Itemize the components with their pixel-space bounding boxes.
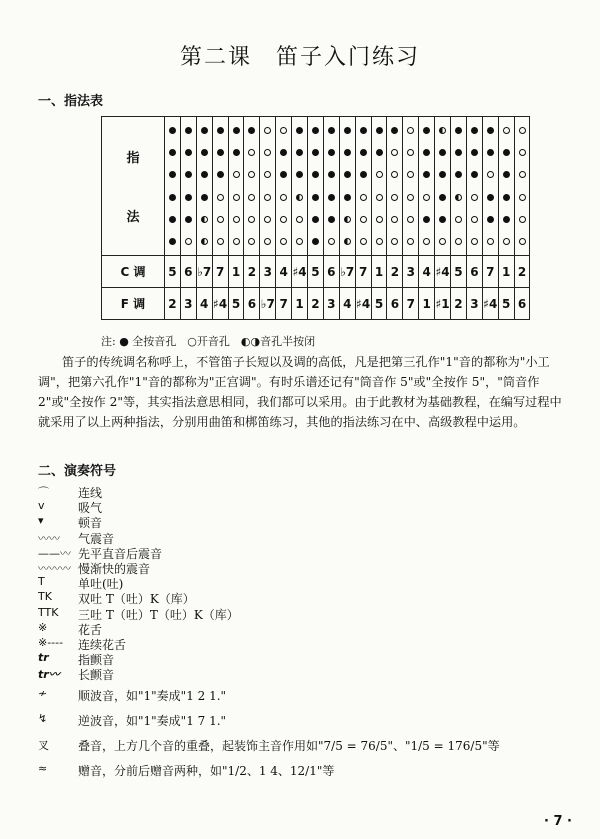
closed-hole-icon	[439, 216, 446, 223]
hole-column	[228, 117, 244, 256]
hole-column	[498, 117, 514, 256]
half-hole-icon	[344, 216, 351, 223]
open-hole-icon	[248, 238, 255, 245]
open-hole-icon	[407, 149, 414, 156]
section-heading-fingering: 一、指法表	[38, 94, 104, 109]
closed-hole-icon	[169, 149, 176, 156]
c-note: 6	[180, 256, 196, 288]
open-hole-icon	[407, 238, 414, 245]
symbol-description: 顺波音，如"1"奏成"1 2 1."	[78, 689, 227, 704]
c-note: 6	[323, 256, 339, 288]
open-hole-icon	[519, 149, 526, 156]
half-hole-icon	[201, 238, 208, 245]
symbol-glyph: 叉	[38, 739, 49, 753]
c-note: 7	[482, 256, 498, 288]
symbol-description: 指颤音	[78, 653, 115, 668]
open-hole-icon	[376, 171, 383, 178]
closed-hole-icon	[296, 149, 303, 156]
closed-hole-icon	[169, 171, 176, 178]
open-hole-icon	[423, 194, 430, 201]
symbol-item	[38, 560, 578, 575]
open-hole-icon	[391, 194, 398, 201]
closed-hole-icon	[439, 194, 446, 201]
open-hole-icon	[407, 127, 414, 134]
closed-hole-icon	[360, 171, 367, 178]
fingering-label-cell	[102, 117, 165, 256]
f-note: 4	[339, 288, 355, 320]
open-hole-icon	[376, 216, 383, 223]
f-note: 3	[323, 288, 339, 320]
c-note: 3	[260, 256, 276, 288]
page-number: · 7 ·	[544, 814, 572, 829]
closed-hole-icon	[455, 149, 462, 156]
closed-hole-icon	[185, 216, 192, 223]
closed-hole-icon	[169, 238, 176, 245]
open-hole-icon	[407, 171, 414, 178]
hole-column	[387, 117, 403, 256]
closed-hole-icon	[503, 216, 510, 223]
symbol-description: 双吐 T（吐）K（库）	[78, 592, 195, 607]
open-hole-icon	[471, 216, 478, 223]
open-hole-icon	[423, 238, 430, 245]
f-note: 6	[514, 288, 530, 320]
closed-hole-icon	[201, 171, 208, 178]
fingering-table	[101, 116, 530, 320]
c-note: 4	[419, 256, 435, 288]
symbol-description: 赠音，分前后赠音两种，如"1/2、1 4、12/1"等	[78, 764, 335, 779]
f-note: ♭7	[260, 288, 276, 320]
open-hole-icon	[407, 194, 414, 201]
open-hole-icon	[487, 171, 494, 178]
open-hole-icon	[185, 238, 192, 245]
symbol-item	[38, 484, 578, 499]
symbol-glyph: 〰〰〰	[38, 561, 71, 575]
closed-hole-icon	[503, 171, 510, 178]
open-hole-icon	[487, 238, 494, 245]
closed-hole-icon	[217, 127, 224, 134]
symbol-glyph: TTK	[38, 605, 59, 619]
f-note: 7	[276, 288, 292, 320]
hole-column	[196, 117, 212, 256]
open-hole-icon	[280, 127, 287, 134]
closed-hole-icon	[201, 127, 208, 134]
hole-row	[102, 117, 530, 256]
open-hole-icon	[503, 238, 510, 245]
half-hole-icon	[344, 238, 351, 245]
closed-hole-icon	[312, 149, 319, 156]
closed-hole-icon	[169, 194, 176, 201]
open-hole-icon	[233, 216, 240, 223]
symbol-item	[38, 681, 578, 706]
open-hole-icon	[519, 171, 526, 178]
closed-hole-icon	[423, 127, 430, 134]
open-hole-icon	[519, 238, 526, 245]
symbol-item	[38, 651, 578, 666]
c-key-row	[102, 256, 530, 288]
symbol-description: 单吐(吐)	[78, 577, 124, 592]
hole-column	[435, 117, 451, 256]
closed-hole-icon	[487, 194, 494, 201]
closed-hole-icon	[423, 216, 430, 223]
closed-hole-icon	[185, 149, 192, 156]
symbol-description: 逆波音，如"1"奏成"1 7 1."	[78, 714, 227, 729]
closed-hole-icon	[455, 171, 462, 178]
open-hole-icon	[391, 216, 398, 223]
symbol-description: 顿音	[78, 516, 103, 531]
symbol-glyph: ⌒	[38, 486, 49, 499]
hole-column	[292, 117, 308, 256]
symbol-description: 长颤音	[78, 668, 115, 683]
open-hole-icon	[264, 216, 271, 223]
c-note: 3	[403, 256, 419, 288]
f-note: 5	[498, 288, 514, 320]
hole-column	[165, 117, 181, 256]
open-hole-icon	[280, 216, 287, 223]
closed-hole-icon	[248, 127, 255, 134]
symbol-description: 连续花舌	[78, 637, 127, 652]
c-note: 7	[212, 256, 228, 288]
hole-column	[308, 117, 324, 256]
body-paragraph: 笛子的传统调名称呼上，不管笛子长短以及调的高低，凡是把第三孔作"1"音的都称为"小工调"，把第六孔作"1"音的都称为"正宫调"。有时乐谱还记有"筒音作 5"或"全按作 5"，"筒音作 2"或"全按作 2"等，其实指法意思相同，我们都可以采用。由于此教材为基础教程，在编写过程中就采用了以上两种指法，分别用曲笛和梆笛练习，其他的指法练习在中、高级教程中运用。	[38, 355, 562, 429]
f-key-label: F 调	[102, 288, 165, 320]
closed-hole-icon	[312, 194, 319, 201]
hole-column	[212, 117, 228, 256]
symbol-glyph: ≈	[38, 762, 48, 776]
closed-hole-icon	[360, 127, 367, 134]
hole-column	[371, 117, 387, 256]
closed-hole-icon	[217, 171, 224, 178]
f-note: ♯1	[435, 288, 451, 320]
closed-hole-icon	[312, 171, 319, 178]
c-note: 1	[371, 256, 387, 288]
closed-hole-icon	[169, 216, 176, 223]
open-hole-icon	[519, 216, 526, 223]
closed-hole-icon	[185, 171, 192, 178]
c-note: ♯4	[435, 256, 451, 288]
f-note: ♯4	[355, 288, 371, 320]
c-note: 1	[228, 256, 244, 288]
closed-hole-icon	[439, 171, 446, 178]
symbol-glyph: v	[38, 499, 45, 513]
closed-hole-icon	[471, 149, 478, 156]
open-hole-icon	[296, 238, 303, 245]
closed-hole-icon	[185, 194, 192, 201]
open-hole-icon	[264, 127, 271, 134]
open-hole-icon	[519, 194, 526, 201]
half-hole-icon	[201, 216, 208, 223]
closed-hole-icon	[344, 149, 351, 156]
c-note: ♯4	[292, 256, 308, 288]
open-hole-icon	[471, 238, 478, 245]
hole-column	[355, 117, 371, 256]
f-note: 2	[451, 288, 467, 320]
open-hole-icon	[391, 171, 398, 178]
f-note: 3	[466, 288, 482, 320]
closed-hole-icon	[328, 171, 335, 178]
closed-hole-icon	[169, 127, 176, 134]
symbol-glyph: TK	[38, 590, 52, 604]
symbol-item	[38, 545, 578, 560]
open-hole-icon	[248, 171, 255, 178]
symbol-item	[38, 575, 578, 590]
hole-column	[260, 117, 276, 256]
closed-hole-icon	[503, 149, 510, 156]
symbol-glyph: T	[38, 575, 45, 589]
open-hole-icon	[471, 194, 478, 201]
closed-hole-icon	[423, 149, 430, 156]
closed-hole-icon	[312, 127, 319, 134]
open-hole-icon	[233, 194, 240, 201]
closed-hole-icon	[233, 149, 240, 156]
closed-hole-icon	[376, 149, 383, 156]
symbol-glyph: ——〰	[38, 546, 71, 560]
c-note: ♭7	[196, 256, 212, 288]
symbol-description: 连线	[78, 486, 103, 500]
open-hole-icon	[248, 149, 255, 156]
open-hole-icon	[439, 238, 446, 245]
half-hole-icon	[439, 127, 446, 134]
open-hole-icon	[376, 194, 383, 201]
open-hole-icon	[360, 216, 367, 223]
hole-column	[244, 117, 260, 256]
symbol-glyph: ↯	[38, 712, 48, 726]
open-hole-icon	[264, 194, 271, 201]
c-note: 5	[308, 256, 324, 288]
c-key-label: C 调	[102, 256, 165, 288]
f-note: 7	[403, 288, 419, 320]
closed-hole-icon	[185, 127, 192, 134]
open-hole-icon	[328, 238, 335, 245]
c-note: 2	[387, 256, 403, 288]
c-note: 2	[244, 256, 260, 288]
closed-hole-icon	[471, 127, 478, 134]
symbol-item	[38, 499, 578, 514]
closed-hole-icon	[280, 171, 287, 178]
symbol-description: 吸气	[78, 501, 103, 516]
symbol-description: 慢渐快的震音	[78, 561, 151, 576]
c-note: 5	[451, 256, 467, 288]
closed-hole-icon	[328, 194, 335, 201]
hole-column	[323, 117, 339, 256]
hole-column	[180, 117, 196, 256]
closed-hole-icon	[487, 216, 494, 223]
open-hole-icon	[455, 238, 462, 245]
closed-hole-icon	[360, 149, 367, 156]
open-hole-icon	[264, 171, 271, 178]
open-hole-icon	[248, 194, 255, 201]
f-note: 5	[371, 288, 387, 320]
open-hole-icon	[376, 238, 383, 245]
symbol-item	[38, 606, 578, 621]
symbol-item	[38, 514, 578, 529]
symbol-description: 花舌	[78, 622, 103, 637]
closed-hole-icon	[201, 194, 208, 201]
open-hole-icon	[248, 216, 255, 223]
closed-hole-icon	[344, 194, 351, 201]
symbol-glyph: 〰〰	[38, 531, 60, 545]
page-title: 第二课 笛子入门练习	[179, 45, 420, 70]
open-hole-icon	[503, 127, 510, 134]
open-hole-icon	[391, 149, 398, 156]
closed-hole-icon	[280, 149, 287, 156]
f-note: ♯4	[212, 288, 228, 320]
legend-note: 注: ● 全按音孔 ○开音孔 ◐◑音孔半按闭	[101, 335, 316, 348]
closed-hole-icon	[201, 149, 208, 156]
closed-hole-icon	[296, 127, 303, 134]
open-hole-icon	[407, 216, 414, 223]
closed-hole-icon	[439, 149, 446, 156]
symbol-item	[38, 666, 578, 681]
closed-hole-icon	[503, 194, 510, 201]
c-note: 5	[165, 256, 181, 288]
closed-hole-icon	[296, 171, 303, 178]
open-hole-icon	[455, 216, 462, 223]
symbol-item	[38, 636, 578, 651]
c-note: 7	[355, 256, 371, 288]
hole-column	[466, 117, 482, 256]
symbol-item	[38, 530, 578, 545]
open-hole-icon	[264, 149, 271, 156]
open-hole-icon	[519, 127, 526, 134]
f-note: 2	[308, 288, 324, 320]
closed-hole-icon	[328, 127, 335, 134]
symbol-item	[38, 706, 578, 731]
closed-hole-icon	[391, 127, 398, 134]
hole-column	[451, 117, 467, 256]
symbol-glyph: ▾	[38, 514, 44, 528]
f-note: ♯4	[482, 288, 498, 320]
hole-column	[276, 117, 292, 256]
symbol-description: 气震音	[78, 531, 115, 546]
f-note: 2	[165, 288, 181, 320]
f-note: 1	[419, 288, 435, 320]
open-hole-icon	[280, 194, 287, 201]
hole-column	[514, 117, 530, 256]
closed-hole-icon	[487, 149, 494, 156]
open-hole-icon	[280, 238, 287, 245]
closed-hole-icon	[471, 171, 478, 178]
closed-hole-icon	[487, 127, 494, 134]
hole-column	[403, 117, 419, 256]
f-note: 1	[292, 288, 308, 320]
closed-hole-icon	[312, 238, 319, 245]
symbol-glyph: ≁	[38, 687, 48, 701]
f-note: 5	[228, 288, 244, 320]
c-note: 2	[514, 256, 530, 288]
open-hole-icon	[391, 238, 398, 245]
closed-hole-icon	[312, 216, 319, 223]
closed-hole-icon	[217, 149, 224, 156]
open-hole-icon	[217, 194, 224, 201]
closed-hole-icon	[344, 171, 351, 178]
open-hole-icon	[217, 216, 224, 223]
symbol-glyph: ※----	[38, 635, 64, 649]
symbol-item	[38, 756, 578, 781]
fingering-label-top: 指	[126, 151, 140, 166]
c-note: 1	[498, 256, 514, 288]
symbol-list	[38, 484, 578, 781]
open-hole-icon	[217, 238, 224, 245]
closed-hole-icon	[344, 127, 351, 134]
hole-column	[482, 117, 498, 256]
hole-column	[339, 117, 355, 256]
open-hole-icon	[233, 171, 240, 178]
closed-hole-icon	[376, 127, 383, 134]
f-key-row	[102, 288, 530, 320]
f-note: 6	[387, 288, 403, 320]
symbol-glyph: ※	[38, 620, 48, 634]
symbol-glyph: tr	[38, 651, 49, 665]
f-note: 3	[180, 288, 196, 320]
half-hole-icon	[455, 194, 462, 201]
open-hole-icon	[264, 238, 271, 245]
open-hole-icon	[233, 238, 240, 245]
closed-hole-icon	[455, 127, 462, 134]
c-note: 4	[276, 256, 292, 288]
symbol-item	[38, 590, 578, 605]
symbol-glyph: tr〰	[38, 668, 60, 682]
section-heading-symbols: 二、演奏符号	[38, 464, 117, 479]
fingering-label-bottom: 法	[126, 210, 140, 225]
symbol-description: 先平直音后震音	[78, 546, 163, 561]
open-hole-icon	[360, 238, 367, 245]
symbol-item	[38, 621, 578, 636]
c-note: ♭7	[339, 256, 355, 288]
hole-column	[419, 117, 435, 256]
symbol-item	[38, 731, 578, 756]
f-note: 4	[196, 288, 212, 320]
open-hole-icon	[360, 194, 367, 201]
symbol-description: 叠音，上方几个音的重叠，起装饰主音作用如"7/5 = 76/5"、"1/5 = 176/5"等	[78, 739, 500, 754]
symbol-description: 三吐 T（吐）T（吐）K（库）	[78, 607, 239, 622]
closed-hole-icon	[328, 149, 335, 156]
c-note: 6	[466, 256, 482, 288]
open-hole-icon	[296, 216, 303, 223]
half-hole-icon	[296, 194, 303, 201]
closed-hole-icon	[233, 127, 240, 134]
f-note: 6	[244, 288, 260, 320]
closed-hole-icon	[328, 216, 335, 223]
closed-hole-icon	[423, 171, 430, 178]
